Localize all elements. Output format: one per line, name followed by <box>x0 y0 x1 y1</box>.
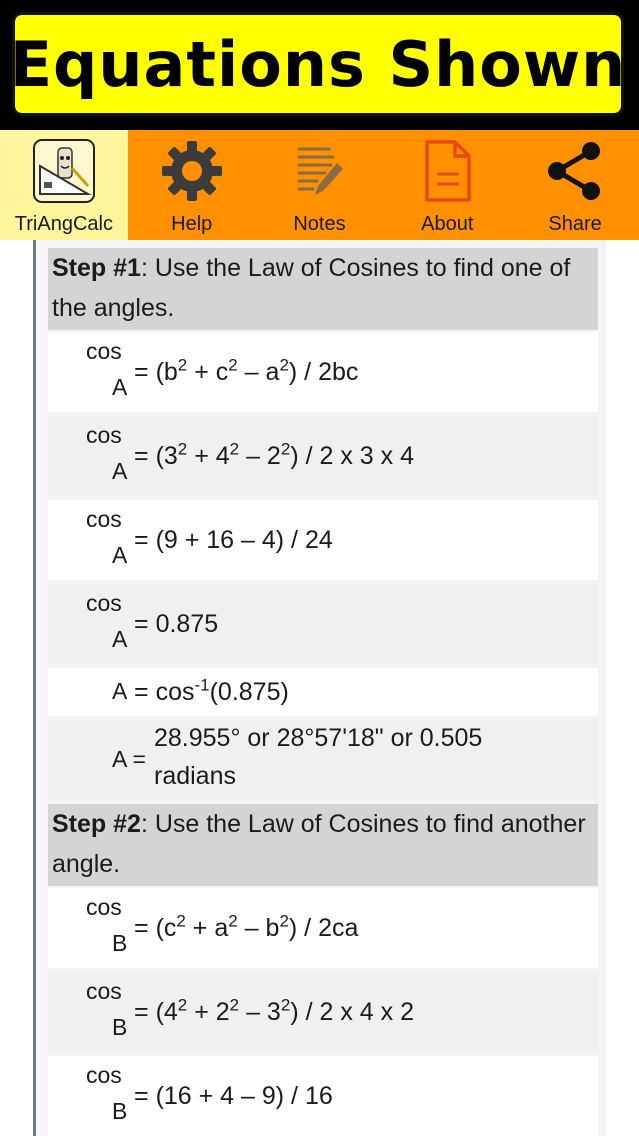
angle-label: B <box>112 1098 128 1124</box>
toolbar-label: Share <box>548 213 602 235</box>
toolbar-item-notes[interactable] <box>256 130 384 240</box>
share-icon <box>542 138 608 204</box>
cos-label: cos <box>86 590 122 616</box>
equation-row <box>48 1056 598 1136</box>
toolbar-item-help[interactable] <box>128 130 256 240</box>
toolbar-label: Notes <box>293 213 346 235</box>
angle-label: A <box>112 374 128 400</box>
equation-text: = $(b^2 + c^2 - a^2) / 2bc$ <box>134 355 359 386</box>
toolbar-item-share[interactable] <box>511 130 639 240</box>
equation-row <box>48 416 598 496</box>
notes-pencil-icon <box>286 138 352 204</box>
title-banner <box>0 0 639 130</box>
banner-title: Equations Shown <box>9 27 627 101</box>
equation-text: = $(c^2 + a^2 - b^2) / 2ca$ <box>134 911 359 942</box>
toolbar-item-about[interactable] <box>383 130 511 240</box>
cos-label: cos <box>86 506 122 532</box>
toolbar-label: About <box>421 213 474 235</box>
equation-row <box>48 332 598 412</box>
equation-row <box>48 888 598 968</box>
equation-text: = $(4^2 + 2^2 - 3^2) / 2$ x 4 x 2 <box>134 995 414 1026</box>
equation-row <box>48 584 598 664</box>
toolbar-label: Help <box>171 213 213 235</box>
gear-icon <box>159 138 225 204</box>
angle-label: A <box>112 678 128 704</box>
equation-text: = 0.875 <box>134 610 219 638</box>
angle-label: A <box>112 542 128 568</box>
triangle-calculator-app-icon <box>31 138 97 204</box>
angle-label: A = <box>112 746 146 772</box>
document-icon <box>414 138 480 204</box>
equation-text: = (16 + 4 – 9) / 16 <box>134 1082 333 1110</box>
title-banner-box <box>9 12 627 116</box>
step-number: Step #1 <box>52 254 141 282</box>
angle-label: B <box>112 1014 128 1040</box>
cos-label: cos <box>86 894 122 920</box>
angle-label: A <box>112 626 128 652</box>
equation-text: = $(3^2 + 4^2 - 2^2) / 2$ x 3 x 4 <box>134 439 414 470</box>
content-scroll-area[interactable] <box>0 240 639 1136</box>
toolbar <box>0 130 639 240</box>
equation-text: = $\cos^{-1}(0.875)$ <box>134 675 289 706</box>
step-number: Step #2 <box>52 810 141 838</box>
toolbar-item-triangcalc[interactable] <box>0 130 128 240</box>
equation-text: 28.955° or 28°57'18" or 0.505 <box>154 724 483 752</box>
angle-label: B <box>112 930 128 956</box>
step-1-header <box>48 248 598 330</box>
step-2-header <box>48 804 598 886</box>
cos-label: cos <box>86 338 122 364</box>
toolbar-label: TriAngCalc <box>14 213 113 235</box>
equation-row <box>48 972 598 1052</box>
step-text: : Use the Law of Cosines to find another angle. <box>52 810 586 878</box>
angle-label: A <box>112 458 128 484</box>
step-text: : Use the Law of Cosines to find one of the angles. <box>52 254 571 322</box>
equation-row <box>48 718 598 800</box>
equation-row <box>48 500 598 580</box>
equation-text-continued: radians <box>154 762 236 790</box>
cos-label: cos <box>86 1062 122 1088</box>
equation-row <box>48 668 598 716</box>
equation-text: = (9 + 16 – 4) / 24 <box>134 526 333 554</box>
cos-label: cos <box>86 422 122 448</box>
cos-label: cos <box>86 978 122 1004</box>
